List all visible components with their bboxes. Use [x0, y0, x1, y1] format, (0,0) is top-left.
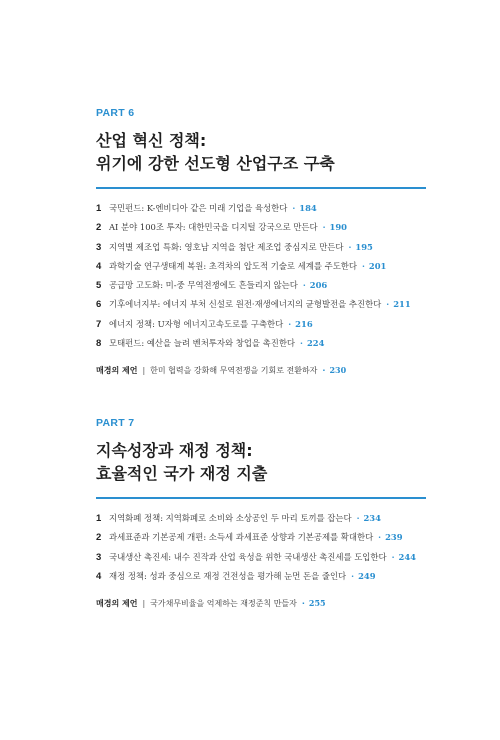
leader-dot: · — [288, 318, 292, 329]
leader-dot: · — [348, 241, 352, 252]
page-number: 206 — [309, 280, 328, 291]
section-divider — [96, 497, 426, 499]
proposal-text: 국가채무비율을 억제하는 재정준칙 만들자 — [150, 599, 297, 609]
page-number: 224 — [306, 338, 325, 349]
chapter-item — [96, 337, 426, 356]
leader-dot: · — [301, 599, 305, 609]
part-title — [96, 439, 426, 485]
chapter-number: 3 — [96, 241, 102, 253]
chapter-item — [96, 241, 426, 260]
chapter-title: 기후에너지부: 에너지 부처 신설로 원전·재생에너지의 균형발전을 추진한다 — [109, 299, 382, 310]
chapter-item — [96, 531, 426, 550]
chapter-title: 공급망 고도화: 미-중 무역전쟁에도 흔들리지 않는다 — [109, 280, 298, 291]
leader-dot: · — [322, 366, 326, 376]
chapter-title: 에너지 정책: U자형 에너지고속도로를 구축한다 — [109, 318, 284, 329]
chapter-number: 1 — [96, 203, 102, 214]
part-title-line-1: 지속성장과 재정 정책: — [96, 441, 253, 460]
page-number: 195 — [355, 241, 373, 252]
chapter-title: 과세표준과 기본공제 개편: 소득세 과세표준 상향과 기본공제를 확대한다 — [109, 532, 374, 543]
chapter-list — [96, 202, 426, 356]
part-title-line-2: 위기에 강한 선도형 산업구조 구축 — [96, 154, 335, 173]
part-title-line-1: 산업 혁신 정책: — [96, 131, 207, 150]
leader-dot: · — [302, 280, 306, 291]
chapter-item — [96, 570, 426, 589]
leader-dot: · — [378, 532, 382, 543]
chapter-item — [96, 279, 426, 298]
chapter-item — [96, 221, 426, 240]
page-number: 244 — [398, 551, 416, 562]
chapter-title: 지역별 제조업 특화: 영호남 지역을 첨단 제조업 중심지로 만든다 — [109, 241, 344, 252]
page-number: 230 — [329, 365, 347, 376]
chapter-title: 국내생산 촉진세: 내수 진작과 산업 육성을 위한 국내생산 촉진세를 도입한다 — [109, 551, 387, 562]
page-number: 216 — [295, 318, 313, 329]
page-number: 201 — [368, 260, 387, 271]
proposal-line — [96, 365, 426, 376]
chapter-item — [96, 318, 426, 337]
leader-dot: · — [361, 260, 365, 271]
page-number: 255 — [308, 598, 326, 609]
part-label: PART 7 — [96, 417, 135, 429]
leader-dot: · — [356, 513, 360, 523]
part-6-section — [96, 107, 426, 376]
page-number: 249 — [358, 570, 376, 581]
leader-dot: · — [292, 203, 296, 213]
chapter-title: 모태펀드: 예산을 늘려 벤처투자와 창업을 촉진한다 — [109, 338, 296, 349]
chapter-item — [96, 260, 426, 279]
part-title-line-2: 효율적인 국가 재정 지출 — [96, 464, 268, 483]
chapter-item — [96, 551, 426, 570]
page-number: 190 — [329, 222, 348, 233]
page-number: 211 — [393, 299, 411, 310]
page-number: 234 — [363, 513, 381, 523]
chapter-number: 7 — [96, 318, 102, 330]
chapter-item — [96, 202, 426, 221]
chapter-title: 재정 정책: 성과 중심으로 재정 건전성을 평가해 눈먼 돈을 줄인다 — [109, 570, 347, 581]
chapter-item — [96, 512, 426, 531]
section-divider — [96, 187, 426, 189]
chapter-number: 4 — [96, 260, 102, 272]
proposal-tag: 매경의 제언 — [96, 599, 138, 609]
proposal-line — [96, 598, 426, 609]
proposal-text: 한미 협력을 강화해 무역전쟁을 기회로 전환하자 — [150, 366, 318, 376]
leader-dot: · — [351, 570, 355, 581]
chapter-number: 6 — [96, 299, 102, 311]
chapter-list — [96, 512, 426, 589]
leader-dot: · — [391, 551, 395, 562]
chapter-title: 국민펀드: K-엔비디아 같은 미래 기업을 육성한다 — [109, 203, 288, 213]
chapter-item — [96, 298, 426, 317]
part-label: PART 6 — [96, 107, 135, 119]
page-number: 184 — [299, 203, 317, 213]
leader-dot: · — [386, 299, 390, 310]
part-7-section — [96, 417, 426, 609]
chapter-number: 5 — [96, 280, 102, 292]
proposal-tag: 매경의 제언 — [96, 366, 138, 376]
proposal-separator: | — [142, 599, 146, 609]
part-title — [96, 129, 426, 175]
chapter-title: 과학기술 연구생태계 복원: 초격차의 압도적 기술로 세계를 주도한다 — [109, 260, 357, 271]
leader-dot: · — [300, 338, 303, 349]
chapter-number: 3 — [96, 551, 102, 563]
proposal-separator: | — [142, 366, 146, 376]
chapter-title: 지역화폐 정책: 지역화폐로 소비와 소상공인 두 마리 토끼를 잡는다 — [109, 513, 352, 523]
chapter-number: 2 — [96, 222, 102, 234]
chapter-title: AI 분야 100조 투자: 대한민국을 디지털 강국으로 만든다 — [109, 222, 318, 233]
chapter-number: 1 — [96, 513, 102, 524]
chapter-number: 4 — [96, 570, 102, 582]
leader-dot: · — [322, 222, 326, 233]
page-number: 239 — [385, 532, 403, 543]
chapter-number: 8 — [96, 338, 102, 350]
chapter-number: 2 — [96, 532, 102, 544]
